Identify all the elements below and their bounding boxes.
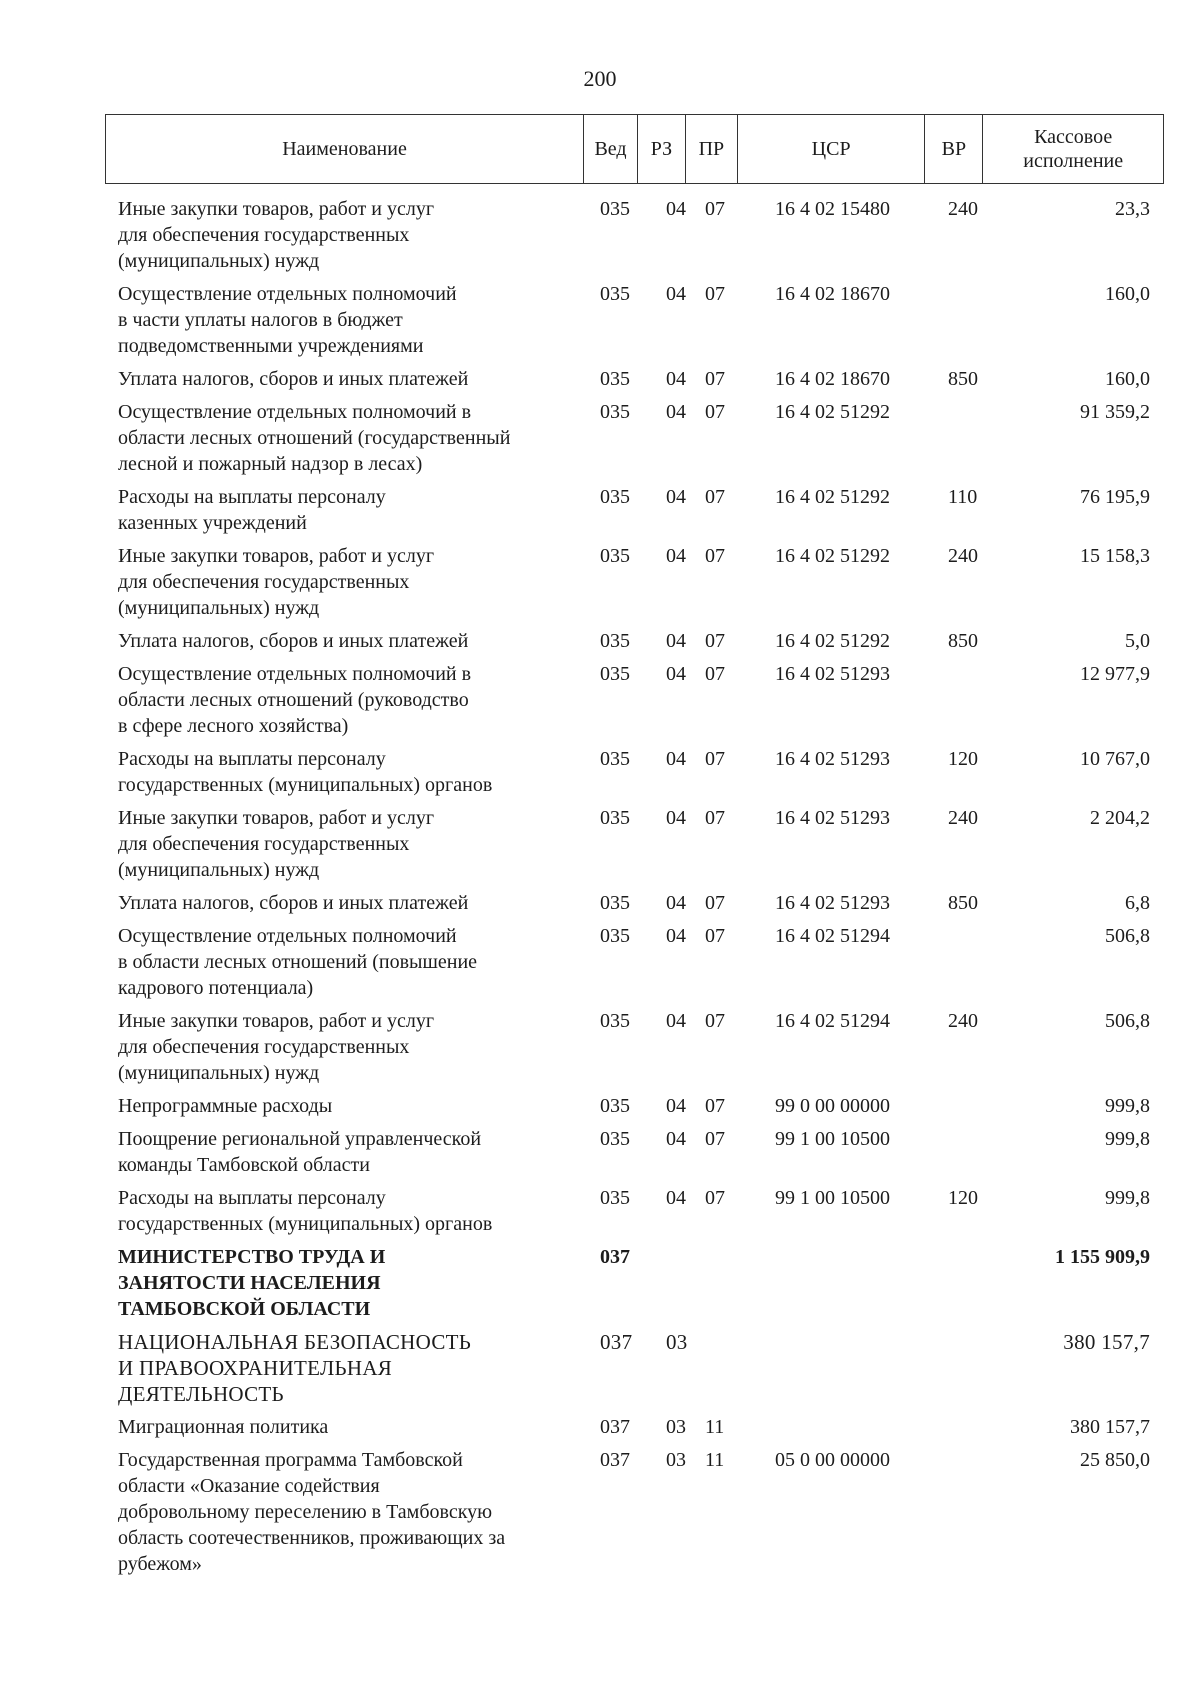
- row-csr: 99 1 00 10500: [775, 1187, 890, 1209]
- table-row: [0, 1329, 1200, 1407]
- row-sum: 76 195,9: [1080, 486, 1150, 508]
- row-csr: 99 0 00 00000: [775, 1095, 890, 1117]
- table-row: [0, 1093, 1200, 1119]
- row-vr: 120: [948, 748, 978, 770]
- row-sum: 23,3: [1115, 198, 1150, 220]
- row-name: Уплата налогов, сборов и иных платежей: [118, 892, 469, 914]
- table-row: [0, 1244, 1200, 1322]
- row-sum: 160,0: [1105, 368, 1150, 390]
- table-row: [0, 1414, 1200, 1440]
- row-sum: 2 204,2: [1090, 807, 1150, 829]
- table-row: [0, 661, 1200, 739]
- row-sum: 999,8: [1105, 1095, 1150, 1117]
- row-sum: 10 767,0: [1080, 748, 1150, 770]
- row-ved: 035: [600, 1095, 630, 1117]
- row-pr: 07: [705, 925, 725, 947]
- row-sum: 6,8: [1125, 892, 1150, 914]
- row-ved: 035: [600, 630, 630, 652]
- table-row: [0, 399, 1200, 477]
- row-vr: 240: [948, 545, 978, 567]
- row-rz: 04: [666, 925, 686, 947]
- row-sum: 999,8: [1105, 1128, 1150, 1150]
- row-rz: 04: [666, 1128, 686, 1150]
- row-pr: 11: [705, 1416, 725, 1438]
- row-pr: 07: [705, 663, 725, 685]
- row-name: Расходы на выплаты персоналу государственных (муниципальных) органов: [118, 748, 493, 796]
- header-name: Наименование: [106, 115, 584, 183]
- row-name: Миграционная политика: [118, 1416, 329, 1438]
- table-row: [0, 1185, 1200, 1237]
- row-csr: 16 4 02 15480: [775, 198, 890, 220]
- row-sum: 999,8: [1105, 1187, 1150, 1209]
- row-name: Непрограммные расходы: [118, 1095, 333, 1117]
- row-rz: 04: [666, 748, 686, 770]
- row-name: Иные закупки товаров, работ и услуг для обеспечения государственных (муниципальных) нужд: [118, 807, 435, 881]
- table-row: [0, 196, 1200, 274]
- row-ved: 037: [600, 1449, 630, 1471]
- row-rz: 04: [666, 198, 686, 220]
- row-name: Иные закупки товаров, работ и услуг для обеспечения государственных (муниципальных) нужд: [118, 545, 435, 619]
- row-ved: 035: [600, 283, 630, 305]
- row-csr: 16 4 02 18670: [775, 283, 890, 305]
- header-pr: ПР: [686, 115, 738, 183]
- header-csr: ЦСР: [738, 115, 926, 183]
- row-ved: 035: [600, 401, 630, 423]
- header-vr: ВР: [925, 115, 983, 183]
- table-row: [0, 746, 1200, 798]
- row-ved: 037: [600, 1330, 633, 1354]
- row-sum: 380 157,7: [1070, 1416, 1150, 1438]
- row-sum: 1 155 909,9: [1055, 1246, 1150, 1268]
- row-pr: 07: [705, 283, 725, 305]
- row-csr: 05 0 00 00000: [775, 1449, 890, 1471]
- row-name: Иные закупки товаров, работ и услуг для обеспечения государственных (муниципальных) нужд: [118, 1010, 435, 1084]
- table-row: [0, 281, 1200, 359]
- row-name: НАЦИОНАЛЬНАЯ БЕЗОПАСНОСТЬ И ПРАВООХРАНИТЕЛЬНАЯ ДЕЯТЕЛЬНОСТЬ: [118, 1330, 472, 1406]
- row-pr: 07: [705, 1187, 725, 1209]
- row-sum: 25 850,0: [1080, 1449, 1150, 1471]
- row-name: Расходы на выплаты персоналу казенных учреждений: [118, 486, 386, 534]
- row-vr: 850: [948, 368, 978, 390]
- row-ved: 035: [600, 368, 630, 390]
- row-vr: 850: [948, 892, 978, 914]
- row-ved: 035: [600, 1010, 630, 1032]
- row-vr: 240: [948, 807, 978, 829]
- row-name: Осуществление отдельных полномочий в области лесных отношений (повышение кадрового потенциала): [118, 925, 478, 999]
- row-ved: 035: [600, 486, 630, 508]
- table-row: [0, 628, 1200, 654]
- row-pr: 07: [705, 748, 725, 770]
- row-csr: 16 4 02 51292: [775, 486, 890, 508]
- row-name: МИНИСТЕРСТВО ТРУДА И ЗАНЯТОСТИ НАСЕЛЕНИЯ ТАМБОВСКОЙ ОБЛАСТИ: [118, 1246, 386, 1320]
- row-ved: 035: [600, 807, 630, 829]
- row-csr: 16 4 02 18670: [775, 368, 890, 390]
- row-vr: 110: [948, 486, 978, 508]
- row-rz: 04: [666, 283, 686, 305]
- row-rz: 03: [666, 1330, 688, 1354]
- row-pr: 07: [705, 807, 725, 829]
- row-ved: 037: [600, 1246, 630, 1268]
- header-sum: [983, 115, 1163, 183]
- row-ved: 035: [600, 545, 630, 567]
- row-csr: 16 4 02 51293: [775, 663, 890, 685]
- row-csr: 16 4 02 51293: [775, 748, 890, 770]
- row-pr: 07: [705, 486, 725, 508]
- row-sum: 380 157,7: [1063, 1330, 1150, 1354]
- row-rz: 04: [666, 807, 686, 829]
- header-rz: РЗ: [638, 115, 686, 183]
- row-sum: 506,8: [1105, 925, 1150, 947]
- page-number: 200: [583, 66, 617, 91]
- row-rz: 04: [666, 401, 686, 423]
- table-row: [0, 1447, 1200, 1577]
- row-sum: 91 359,2: [1080, 401, 1150, 423]
- row-csr: 16 4 02 51294: [775, 925, 890, 947]
- row-sum: 160,0: [1105, 283, 1150, 305]
- row-sum: 5,0: [1125, 630, 1150, 652]
- row-ved: 035: [600, 1187, 630, 1209]
- table-body: [0, 196, 1200, 1584]
- table-row: [0, 543, 1200, 621]
- row-pr: 07: [705, 1128, 725, 1150]
- row-name: Осуществление отдельных полномочий в области лесных отношений (государственный лесной и пожарный надзор в лесах): [118, 401, 511, 475]
- row-ved: 035: [600, 663, 630, 685]
- row-ved: 035: [600, 198, 630, 220]
- row-rz: 03: [666, 1449, 686, 1471]
- row-ved: 035: [600, 748, 630, 770]
- row-name: Уплата налогов, сборов и иных платежей: [118, 630, 469, 652]
- row-rz: 04: [666, 1010, 686, 1032]
- row-vr: 240: [948, 198, 978, 220]
- row-csr: 16 4 02 51292: [775, 630, 890, 652]
- row-pr: 07: [705, 198, 725, 220]
- row-rz: 04: [666, 892, 686, 914]
- row-rz: 04: [666, 663, 686, 685]
- row-name: Уплата налогов, сборов и иных платежей: [118, 368, 469, 390]
- row-name: Поощрение региональной управленческой команды Тамбовской области: [118, 1128, 482, 1176]
- header-ved: Вед: [584, 115, 638, 183]
- row-vr: 850: [948, 630, 978, 652]
- table-row: [0, 923, 1200, 1001]
- row-name: Государственная программа Тамбовской области «Оказание содействия добровольному переселению в Тамбовскую область соотечественников, проживающих за рубежом»: [118, 1449, 506, 1575]
- row-rz: 03: [666, 1416, 686, 1438]
- row-csr: 16 4 02 51293: [775, 807, 890, 829]
- row-pr: 07: [705, 630, 725, 652]
- row-pr: 07: [705, 1010, 725, 1032]
- table-row: [0, 366, 1200, 392]
- row-csr: 99 1 00 10500: [775, 1128, 890, 1150]
- row-pr: 11: [705, 1449, 725, 1471]
- row-ved: 035: [600, 1128, 630, 1150]
- row-vr: 120: [948, 1187, 978, 1209]
- row-pr: 07: [705, 892, 725, 914]
- header-sum-line1: Кассовое: [1034, 126, 1113, 148]
- row-name: Расходы на выплаты персоналу государственных (муниципальных) органов: [118, 1187, 493, 1235]
- row-vr: 240: [948, 1010, 978, 1032]
- row-rz: 04: [666, 1095, 686, 1117]
- row-pr: 07: [705, 1095, 725, 1117]
- header-sum-line2: исполнение: [1023, 150, 1124, 172]
- row-rz: 04: [666, 486, 686, 508]
- row-csr: 16 4 02 51294: [775, 1010, 890, 1032]
- row-ved: 035: [600, 892, 630, 914]
- row-rz: 04: [666, 368, 686, 390]
- row-pr: 07: [705, 401, 725, 423]
- row-pr: 07: [705, 368, 725, 390]
- table-row: [0, 890, 1200, 916]
- row-rz: 04: [666, 630, 686, 652]
- row-name: Осуществление отдельных полномочий в части уплаты налогов в бюджет подведомственными учреждениями: [118, 283, 457, 357]
- row-rz: 04: [666, 1187, 686, 1209]
- row-name: Иные закупки товаров, работ и услуг для обеспечения государственных (муниципальных) нужд: [118, 198, 435, 272]
- row-csr: 16 4 02 51292: [775, 545, 890, 567]
- row-sum: 12 977,9: [1080, 663, 1150, 685]
- row-sum: 506,8: [1105, 1010, 1150, 1032]
- table-row: [0, 484, 1200, 536]
- table-header: [105, 114, 1164, 184]
- table-row: [0, 1008, 1200, 1086]
- row-sum: 15 158,3: [1080, 545, 1150, 567]
- table-row: [0, 1126, 1200, 1178]
- row-pr: 07: [705, 545, 725, 567]
- row-csr: 16 4 02 51293: [775, 892, 890, 914]
- row-ved: 035: [600, 925, 630, 947]
- table-row: [0, 805, 1200, 883]
- row-name: Осуществление отдельных полномочий в области лесных отношений (руководство в сфере лесного хозяйства): [118, 663, 472, 737]
- row-rz: 04: [666, 545, 686, 567]
- row-ved: 037: [600, 1416, 630, 1438]
- row-csr: 16 4 02 51292: [775, 401, 890, 423]
